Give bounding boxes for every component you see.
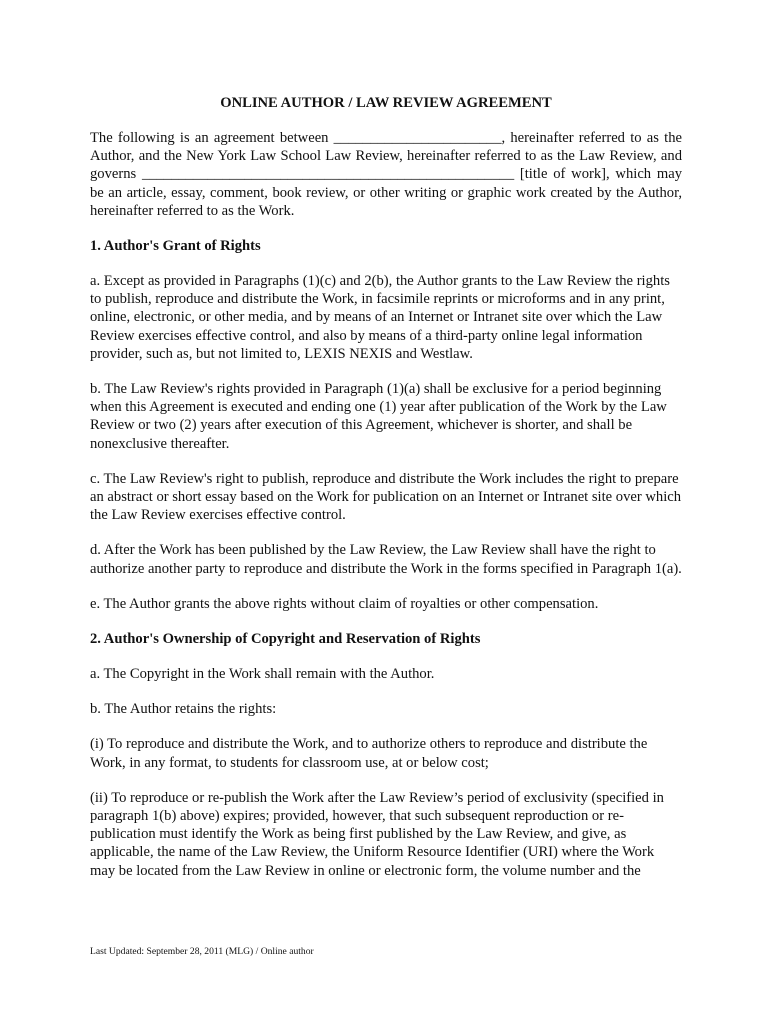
section-2-paragraph-b-i: (i) To reproduce and distribute the Work, and to authorize others to reproduce and distribute the Work, in any format, to students for classroom use, at or below cost; bbox=[90, 736, 648, 771]
page-footer: Last Updated: September 28, 2011 (MLG) / Online author bbox=[90, 946, 314, 957]
document-title: ONLINE AUTHOR / LAW REVIEW AGREEMENT bbox=[220, 95, 552, 111]
document-body bbox=[90, 94, 682, 897]
section-2-paragraph-a: a. The Copyright in the Work shall remain with the Author. bbox=[90, 666, 435, 683]
section-1-heading: 1. Author's Grant of Rights bbox=[90, 238, 261, 255]
section-1-paragraph-c: c. The Law Review's right to publish, reproduce and distribute the Work includes the right to prepare an abstract or short essay based on the Work for publication on an Internet or Intranet site over which the Law Review exercises effective control. bbox=[90, 470, 682, 524]
intro-paragraph: The following is an agreement between _______________________, hereinafter referred to as the Author, and the New York Law School Law Review, hereinafter referred to as the Law Review, and governs ___________________________________________________ [title of work], which may be an article, essay, comment, book review, or other writing or graphic work created by the Author, hereinafter referred to as the Work. bbox=[90, 130, 682, 219]
section-1-paragraph-d: d. After the Work has been published by the Law Review, the Law Review shall have the right to authorize another party to reproduce and distribute the Work in the forms specified in Paragraph 1(a). bbox=[90, 542, 682, 577]
section-1-paragraph-e: e. The Author grants the above rights without claim of royalties or other compensation. bbox=[90, 595, 599, 612]
section-1-paragraph-a: a. Except as provided in Paragraphs (1)(c) and 2(b), the Author grants to the Law Review the rights to publish, reproduce and distribute the Work, in facsimile reprints or microforms and in any print, online, electronic, or other media, and by means of an Internet or Intranet site over which the Law Review exercises effective control, and also by means of a third-party online legal information provider, such as, but not limited to, LEXIS NEXIS and Westlaw. bbox=[90, 273, 670, 362]
section-2-heading: 2. Author's Ownership of Copyright and Reservation of Rights bbox=[90, 631, 481, 648]
section-1-paragraph-b: b. The Law Review's rights provided in Paragraph (1)(a) shall be exclusive for a period beginning when this Agreement is executed and ending one (1) year after publication of the Work by the Law Review or two (2) years after execution of this Agreement, whichever is shorter, and shall be nonexclusive thereafter. bbox=[90, 381, 667, 452]
section-2-paragraph-b-ii: (ii) To reproduce or re-publish the Work after the Law Review’s period of exclusivity (specified in paragraph 1(b) above) expires; provided, however, that such subsequent reproduction or re-publication must identify the Work as being first published by the Law Review, and give, as applicable, the name of the Law Review, the Uniform Resource Identifier (URI) where the Work may be located from the Law Review in online or electronic form, the volume number and the bbox=[90, 789, 664, 879]
section-2-paragraph-b: b. The Author retains the rights: bbox=[90, 701, 277, 718]
